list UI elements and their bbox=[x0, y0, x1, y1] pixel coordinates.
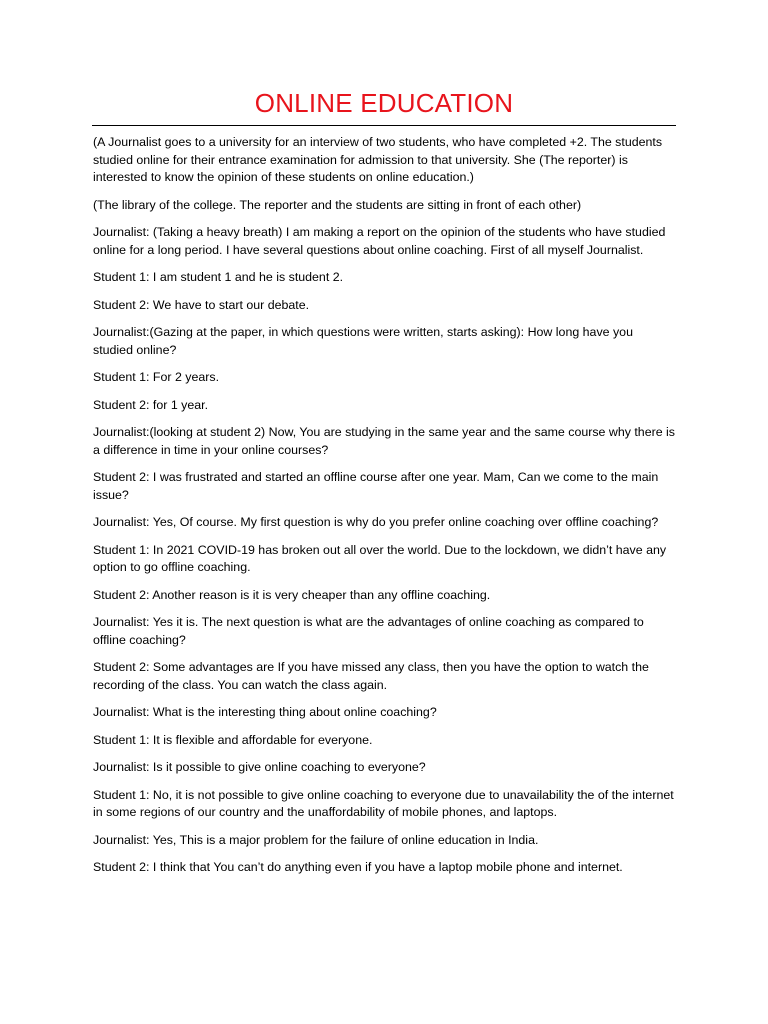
document-body bbox=[93, 134, 675, 887]
paragraph: Student 2: I was frustrated and started an offline course after one year. Mam, Can we come to the main issue? bbox=[93, 470, 659, 502]
paragraph: Student 1: It is flexible and affordable for everyone. bbox=[93, 732, 373, 747]
paragraph: Journalist:(Gazing at the paper, in which questions were written, starts asking): How long have you studied online? bbox=[93, 325, 633, 357]
paragraph: Student 1: I am student 1 and he is student 2. bbox=[93, 270, 344, 284]
paragraph: Journalist: Yes it is. The next question is what are the advantages of online coaching as compared to offline coaching? bbox=[93, 615, 644, 647]
paragraph: (The library of the college. The reporter and the students are sitting in front of each other) bbox=[93, 197, 582, 212]
paragraph: Student 2: Another reason is it is very cheaper than any offline coaching. bbox=[93, 587, 491, 602]
paragraph: Journalist: What is the interesting thing about online coaching? bbox=[93, 705, 437, 719]
page-title: ONLINE EDUCATION bbox=[254, 88, 514, 118]
paragraph: Student 1: No, it is not possible to give online coaching to everyone due to unavailability the of the internet in some regions of our country and the unaffordability of mobile phones, and laptops. bbox=[93, 787, 674, 819]
paragraph: Journalist: Yes, Of course. My first question is why do you prefer online coaching over offline coaching? bbox=[93, 515, 659, 529]
paragraph: Student 2: Some advantages are If you have missed any class, then you have the option to watch the recording of the class. You can watch the class again. bbox=[93, 660, 649, 692]
paragraph: Student 1: For 2 years. bbox=[93, 370, 220, 384]
paragraph: Student 1: In 2021 COVID-19 has broken out all over the world. Due to the lockdown, we didn’t have any option to go offline coaching. bbox=[93, 542, 667, 574]
paragraph: Student 2: for 1 year. bbox=[93, 397, 209, 412]
paragraph: Student 2: We have to start our debate. bbox=[93, 297, 310, 312]
paragraph: Journalist: Is it possible to give online coaching to everyone? bbox=[93, 760, 426, 774]
paragraph: Journalist:(looking at student 2) Now, You are studying in the same year and the same course why there is a difference in time in your online courses? bbox=[93, 425, 675, 457]
paragraph: Journalist: (Taking a heavy breath) I am making a report on the opinion of the students who have studied online for a long period. I have several questions about online coaching. First of all myself Journalist. bbox=[93, 225, 666, 257]
paragraph: Student 2: I think that You can’t do anything even if you have a laptop mobile phone and internet. bbox=[93, 860, 623, 874]
paragraph: Journalist: Yes, This is a major problem for the failure of online education in India. bbox=[93, 832, 539, 847]
paragraph: (A Journalist goes to a university for an interview of two students, who have completed +2. The students studied online for their entrance examination for admission to that university. She (The reporter) is interested to know the opinion of these students on online education.) bbox=[93, 135, 663, 184]
title-underline bbox=[92, 125, 676, 126]
